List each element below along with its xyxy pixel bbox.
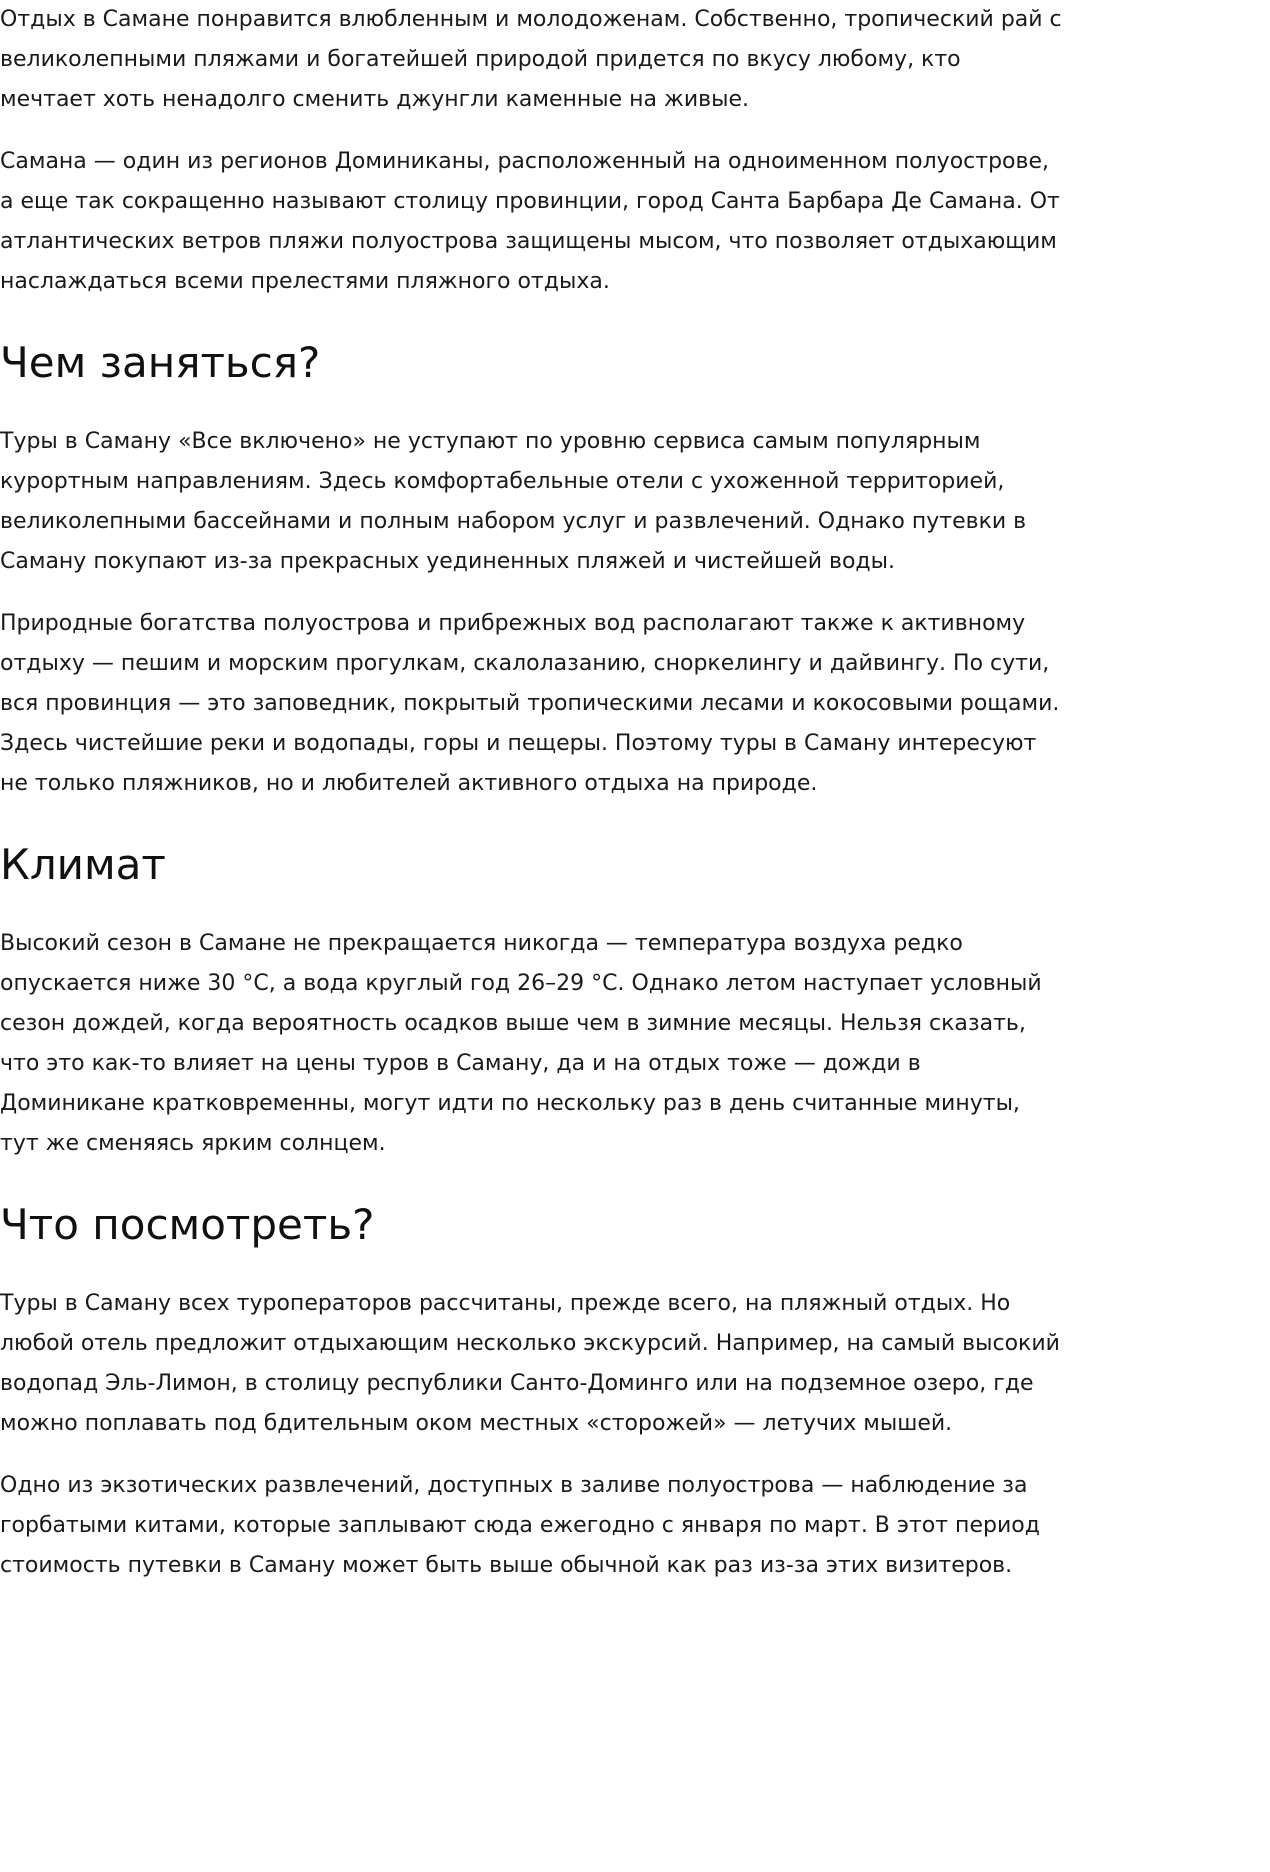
sights-paragraph-1: Туры в Саману всех туроператоров рассчитаны, прежде всего, на пляжный отдых. Но любой отель предложит отдыхающим несколько экскурсий. Например, на самый высокий водопад Эль-Лимон, в столицу республики Санто-Доминго или на подземное озеро, где можно поплавать под бдительным оком местных «сторожей» — летучих мышей. bbox=[0, 1291, 1060, 1436]
sights-paragraph-2: Одно из экзотических развлечений, доступных в заливе полуострова — наблюдение за горбатыми китами, которые заплывают сюда ежегодно с января по март. В этот период стоимость путевки в Саману может быть выше обычной как раз из-за этих визитеров. bbox=[0, 1473, 1040, 1578]
activities-paragraph-2: Природные богатства полуострова и прибрежных вод располагают также к активному отдыху — пешим и морским прогулкам, скалолазанию, сноркелингу и дайвингу. По сути, вся провинция — это заповедник, покрытый тропическими лесами и кокосовыми рощами. Здесь чистейшие реки и водопады, горы и пещеры. Поэтому туры в Саману интересуют не только пляжников, но и любителей активного отдыха на природе. bbox=[0, 611, 1060, 796]
section-heading-climate: Климат bbox=[0, 840, 166, 889]
intro-paragraph-1: Отдых в Самане понравится влюбленным и молодоженам. Собственно, тропический рай с великолепными пляжами и богатейшей природой придется по вкусу любому, кто мечтает хоть ненадолго сменить джунгли каменные на живые. bbox=[0, 7, 1062, 112]
section-heading-activities: Чем заняться? bbox=[0, 338, 321, 387]
climate-paragraph-1: Высокий сезон в Самане не прекращается никогда — температура воздуха редко опускается ниже 30 °C, а вода круглый год 26–29 °C. Однако летом наступает условный сезон дождей, когда вероятность осадков выше чем в зимние месяцы. Нельзя сказать, что это как-то влияет на цены туров в Саману, да и на отдых тоже — дожди в Доминикане кратковременны, могут идти по нескольку раз в день считанные минуты, тут же сменяясь ярким солнцем. bbox=[0, 931, 1042, 1156]
section-heading-sights: Что посмотреть? bbox=[0, 1200, 375, 1249]
intro-paragraph-2: Самана — один из регионов Доминиканы, расположенный на одноименном полуострове, а еще так сокращенно называют столицу провинции, город Санта Барбара Де Самана. От атлантических ветров пляжи полуострова защищены мысом, что позволяет отдыхающим наслаждаться всеми прелестями пляжного отдыха. bbox=[0, 149, 1060, 294]
activities-paragraph-1: Туры в Саману «Все включено» не уступают по уровню сервиса самым популярным курортным направлениям. Здесь комфортабельные отели с ухоженной территорией, великолепными бассейнами и полным набором услуг и развлечений. Однако путевки в Саману покупают из-за прекрасных уединенных пляжей и чистейшей воды. bbox=[0, 429, 1027, 574]
